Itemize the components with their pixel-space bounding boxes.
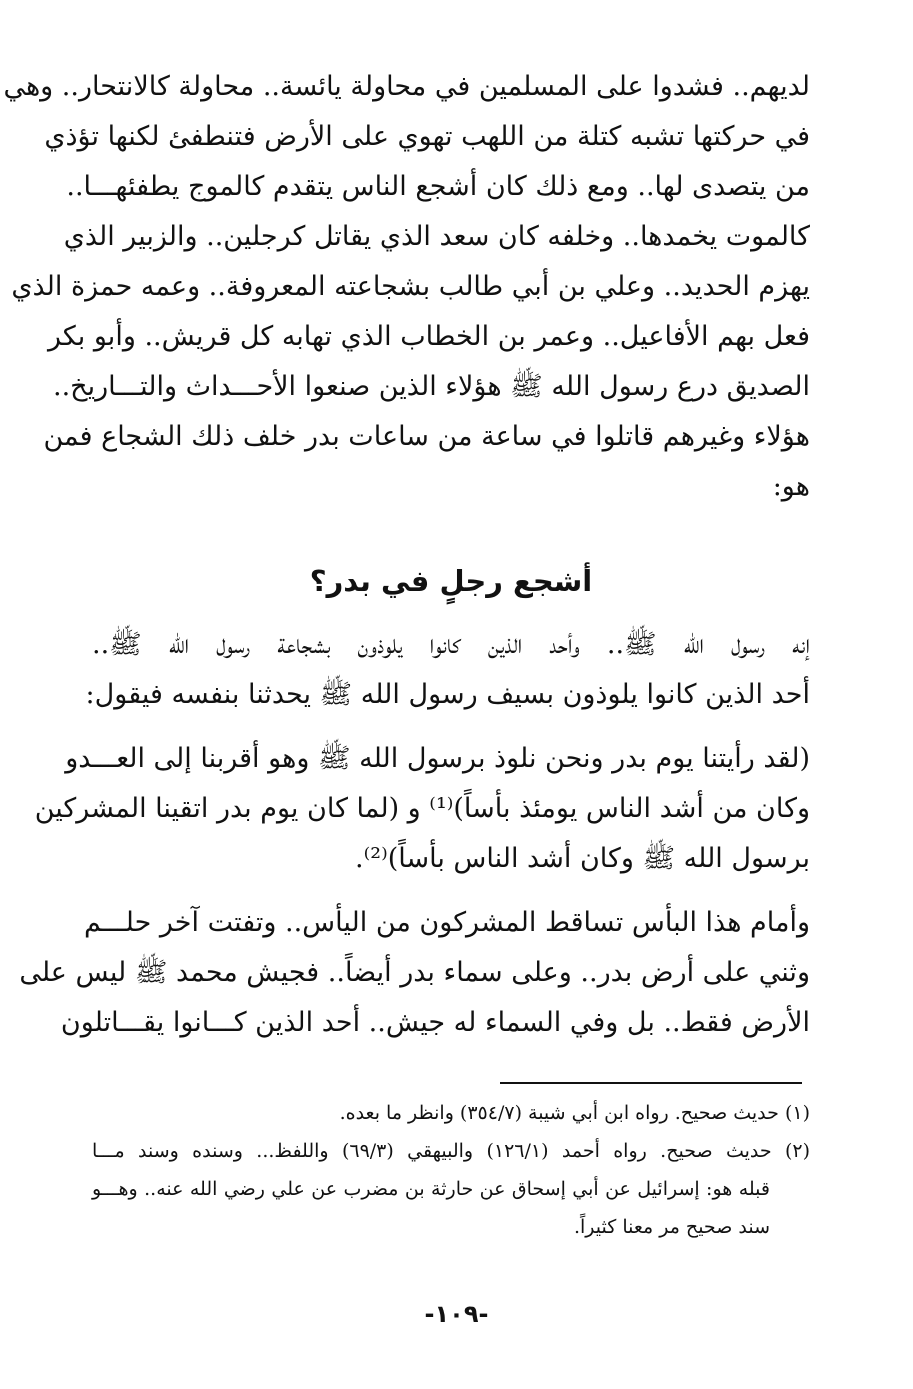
footnote-separator xyxy=(500,1082,802,1084)
footnote-1 xyxy=(92,1094,810,1132)
footnote-line: قبله هو: إسرائيل عن أبي إسحاق عن حارثة بن مضرب عن علي رضي الله عنه.. وهـــو xyxy=(92,1178,770,1200)
footnote-line: (٢) حديث صحيح. رواه أحمد (١٢٦/١) والبيهقي (٦٩/٣) واللفظ... وسنده وسند مـــا xyxy=(92,1140,811,1162)
footnote-line: (١) حديث صحيح. رواه ابن أبي شيبة (٣٥٤/٧) وانظر ما بعده. xyxy=(339,1102,810,1124)
text-line: لديهم.. فشدوا على المسلمين في محاولة يائسة.. محاولة كالانتحار.. وهي xyxy=(3,71,810,102)
text-line: أحد الذين كانوا يلوذون بسيف رسول الله ﷺ يحدثنا بنفسه فيقول: xyxy=(85,679,810,710)
text-line: هو: xyxy=(772,471,810,502)
page-body xyxy=(3,62,810,1048)
text-line: الأرض فقط.. بل وفي السماء له جيش.. أحد الذين كـــانوا يقـــاتلون xyxy=(60,1007,810,1038)
paragraph-4 xyxy=(19,898,810,1048)
text-line: من يتصدى لها.. ومع ذلك كان أشجع الناس يتقدم كالموج يطفئهـــا.. xyxy=(66,171,810,202)
text-line: فعل بهم الأفاعيل.. وعمر بن الخطاب الذي تهابه كل قريش.. وأبو بكر xyxy=(47,321,810,352)
footnote-line: سند صحيح مر معنا كثيراً. xyxy=(573,1216,770,1238)
text-line: وأمام هذا البأس تساقط المشركون من اليأس.. وتفتت آخر حلـــم xyxy=(83,907,810,938)
text-line: برسول الله ﷺ وكان أشد الناس بأساً)⁽²⁾. xyxy=(355,843,810,874)
text-line: وثني على أرض بدر.. وعلى سماء بدر أيضاً.. فجيش محمد ﷺ ليس على xyxy=(19,957,810,988)
text-line: هؤلاء وغيرهم قاتلوا في ساعة من ساعات بدر خلف ذلك الشجاع فمن xyxy=(43,421,810,452)
paragraph-3-quote xyxy=(34,734,810,884)
text-line: الصديق درع رسول الله ﷺ هؤلاء الذين صنعوا الأحـــداث والتـــاريخ.. xyxy=(53,371,810,402)
paragraph-2 xyxy=(85,620,810,720)
paragraph-1 xyxy=(3,62,810,512)
footnote-2 xyxy=(92,1132,810,1246)
text-line: (لقد رأيتنا يوم بدر ونحن نلوذ برسول الله ﷺ وهو أقربنا إلى العـــدو xyxy=(65,743,810,774)
page-number: -١٠٩- xyxy=(424,1300,489,1328)
text-line: في حركتها تشبه كتلة من اللهب تهوي على الأرض فتنطفئ لكنها تؤذي xyxy=(44,121,810,152)
text-line: إنه رسول الله ﷺ.. وأحد الذين كانوا يلوذون بشجاعة رسول الله ﷺ.. xyxy=(92,629,810,660)
text-line: يهزم الحديد.. وعلي بن أبي طالب بشجاعته المعروفة.. وعمه حمزة الذي xyxy=(11,271,810,302)
footnotes xyxy=(92,1094,810,1246)
text-line: كالموت يخمدها.. وخلفه كان سعد الذي يقاتل كرجلين.. والزبير الذي xyxy=(63,221,810,252)
section-heading: أشجع رجلٍ في بدر؟ xyxy=(309,564,593,598)
text-line: وكان من أشد الناس يومئذ بأساً)⁽¹⁾ و (لما كان يوم بدر اتقينا المشركين xyxy=(34,793,810,824)
